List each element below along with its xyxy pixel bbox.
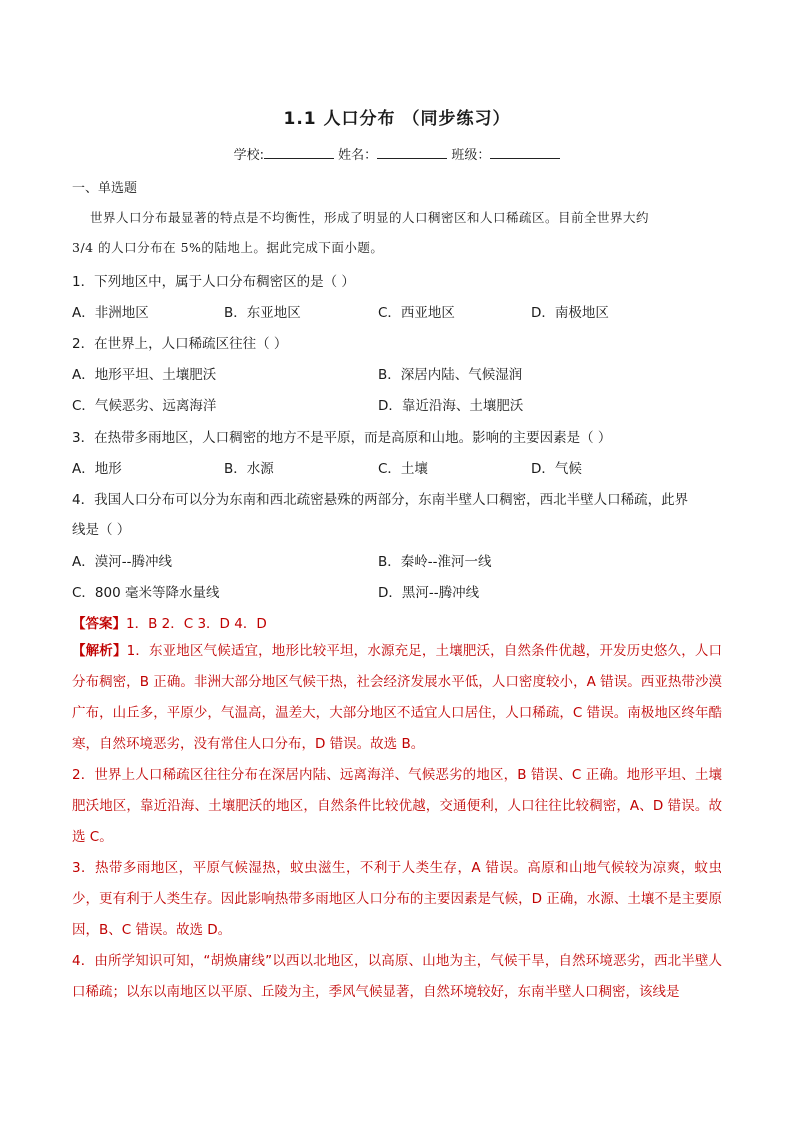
q4-option-c[interactable]: C．800 毫米等降水量线 bbox=[72, 585, 220, 601]
question-1-stem: 1．下列地区中，属于人口分布稠密区的是（ ） bbox=[72, 274, 355, 290]
q1-option-b[interactable]: B．东亚地区 bbox=[224, 305, 301, 321]
section-heading: 一、单选题 bbox=[72, 181, 138, 196]
q2-option-c[interactable]: C．气候恶劣、远离海洋 bbox=[72, 398, 217, 414]
q4-option-d[interactable]: D．黑河--腾冲线 bbox=[378, 585, 480, 601]
analysis-tag: 【解析】 bbox=[72, 643, 127, 659]
analysis-paragraph-4: 4．由所学知识可知，“胡焕庸线”以西以北地区，以高原、山地为主，气候干旱，自然环境恶劣，西北半壁人口稀疏；以东以南地区以平原、丘陵为主，季风气候显著，自然环境较好，东南半壁人口稠密，该线是 bbox=[72, 953, 722, 1000]
q1-option-a[interactable]: A．非洲地区 bbox=[72, 305, 149, 321]
question-2-stem: 2．在世界上，人口稀疏区往往（ ） bbox=[72, 336, 288, 352]
name-blank[interactable] bbox=[377, 146, 447, 159]
question-3-stem: 3．在热带多雨地区，人口稠密的地方不是平原，而是高原和山地。影响的主要因素是（ ） bbox=[72, 430, 612, 446]
class-label: 班级： bbox=[451, 148, 491, 163]
q3-option-a[interactable]: A．地形 bbox=[72, 461, 122, 477]
school-blank[interactable] bbox=[264, 146, 334, 159]
answer-text: 1．B 2．C 3．D 4．D bbox=[126, 616, 267, 632]
q4-option-b[interactable]: B．秦岭--淮河一线 bbox=[378, 554, 492, 570]
q1-option-c[interactable]: C．西亚地区 bbox=[378, 305, 455, 321]
analysis-paragraph-2: 2．世界上人口稀疏区往往分布在深居内陆、远离海洋、气候恶劣的地区，B 错误、C 正确。地形平坦、土壤肥沃地区，靠近沿海、土壤肥沃的地区，自然条件比较优越，交通便利，人口往往比较稠密，A、D 错误。故选 C。 bbox=[72, 767, 722, 845]
q3-option-b[interactable]: B．水源 bbox=[224, 461, 274, 477]
document-title: 1.1 人口分布 （同步练习） bbox=[283, 109, 511, 129]
q3-option-c[interactable]: C．土壤 bbox=[378, 461, 428, 477]
student-info-line bbox=[72, 144, 722, 163]
q2-option-d[interactable]: D．靠近沿海、土壤肥沃 bbox=[378, 398, 524, 414]
analysis-p1-first: 1．东亚地区气候适宜，地形比较平坦，水源充足，土壤肥沃，自然条件优越，开发历史悠久， bbox=[126, 643, 695, 659]
answer-line bbox=[72, 612, 267, 632]
q2-option-b[interactable]: B．深居内陆、气候湿润 bbox=[378, 367, 523, 383]
question-4-stem-line-2: 线是（ ） bbox=[72, 522, 131, 538]
passage-line-1: 世界人口分布最显著的特点是不均衡性，形成了明显的人口稠密区和人口稀疏区。目前全世界大约 bbox=[90, 210, 650, 225]
answer-tag: 【答案】 bbox=[72, 616, 126, 632]
name-label: 姓名： bbox=[338, 148, 378, 163]
analysis-paragraph-3: 3．热带多雨地区，平原气候湿热，蚊虫滋生，不利于人类生存，A 错误。高原和山地气候较为凉爽，蚊虫少，更有利于人类生存。因此影响热带多雨地区人口分布的主要因素是气候，D 正确，水源、土壤不是主要原因，B、C 错误。故选 D。 bbox=[72, 860, 722, 938]
question-4-stem-line-1: 4．我国人口分布可以分为东南和西北疏密悬殊的两部分，东南半壁人口稠密，西北半壁人口稀疏，此界 bbox=[72, 492, 689, 508]
school-label: 学校: bbox=[233, 148, 265, 163]
passage-line-2: 3/4 的人口分布在 5%的陆地上。据此完成下面小题。 bbox=[72, 240, 384, 255]
class-blank[interactable] bbox=[490, 146, 560, 159]
q3-option-d[interactable]: D．气候 bbox=[531, 461, 582, 477]
q1-option-d[interactable]: D．南极地区 bbox=[531, 305, 609, 321]
q2-option-a[interactable]: A．地形平坦、土壤肥沃 bbox=[72, 367, 217, 383]
q4-option-a[interactable]: A．漠河--腾冲线 bbox=[72, 554, 172, 570]
analysis-paragraph-1 bbox=[72, 636, 722, 760]
analysis-p1-rest: 人口分布稠密，B 正确。非洲大部分地区气候干热，社会经济发展水平低，人口密度较小，A 错误。西亚热带沙漠广布，山丘多，平原少，气温高，温差大，大部分地区不适宜人口居住，人口稀疏，C 错误。南极地区终年酷寒，自然环境恶劣，没有常住人口分布，D 错误。故选 B。 bbox=[72, 643, 723, 752]
